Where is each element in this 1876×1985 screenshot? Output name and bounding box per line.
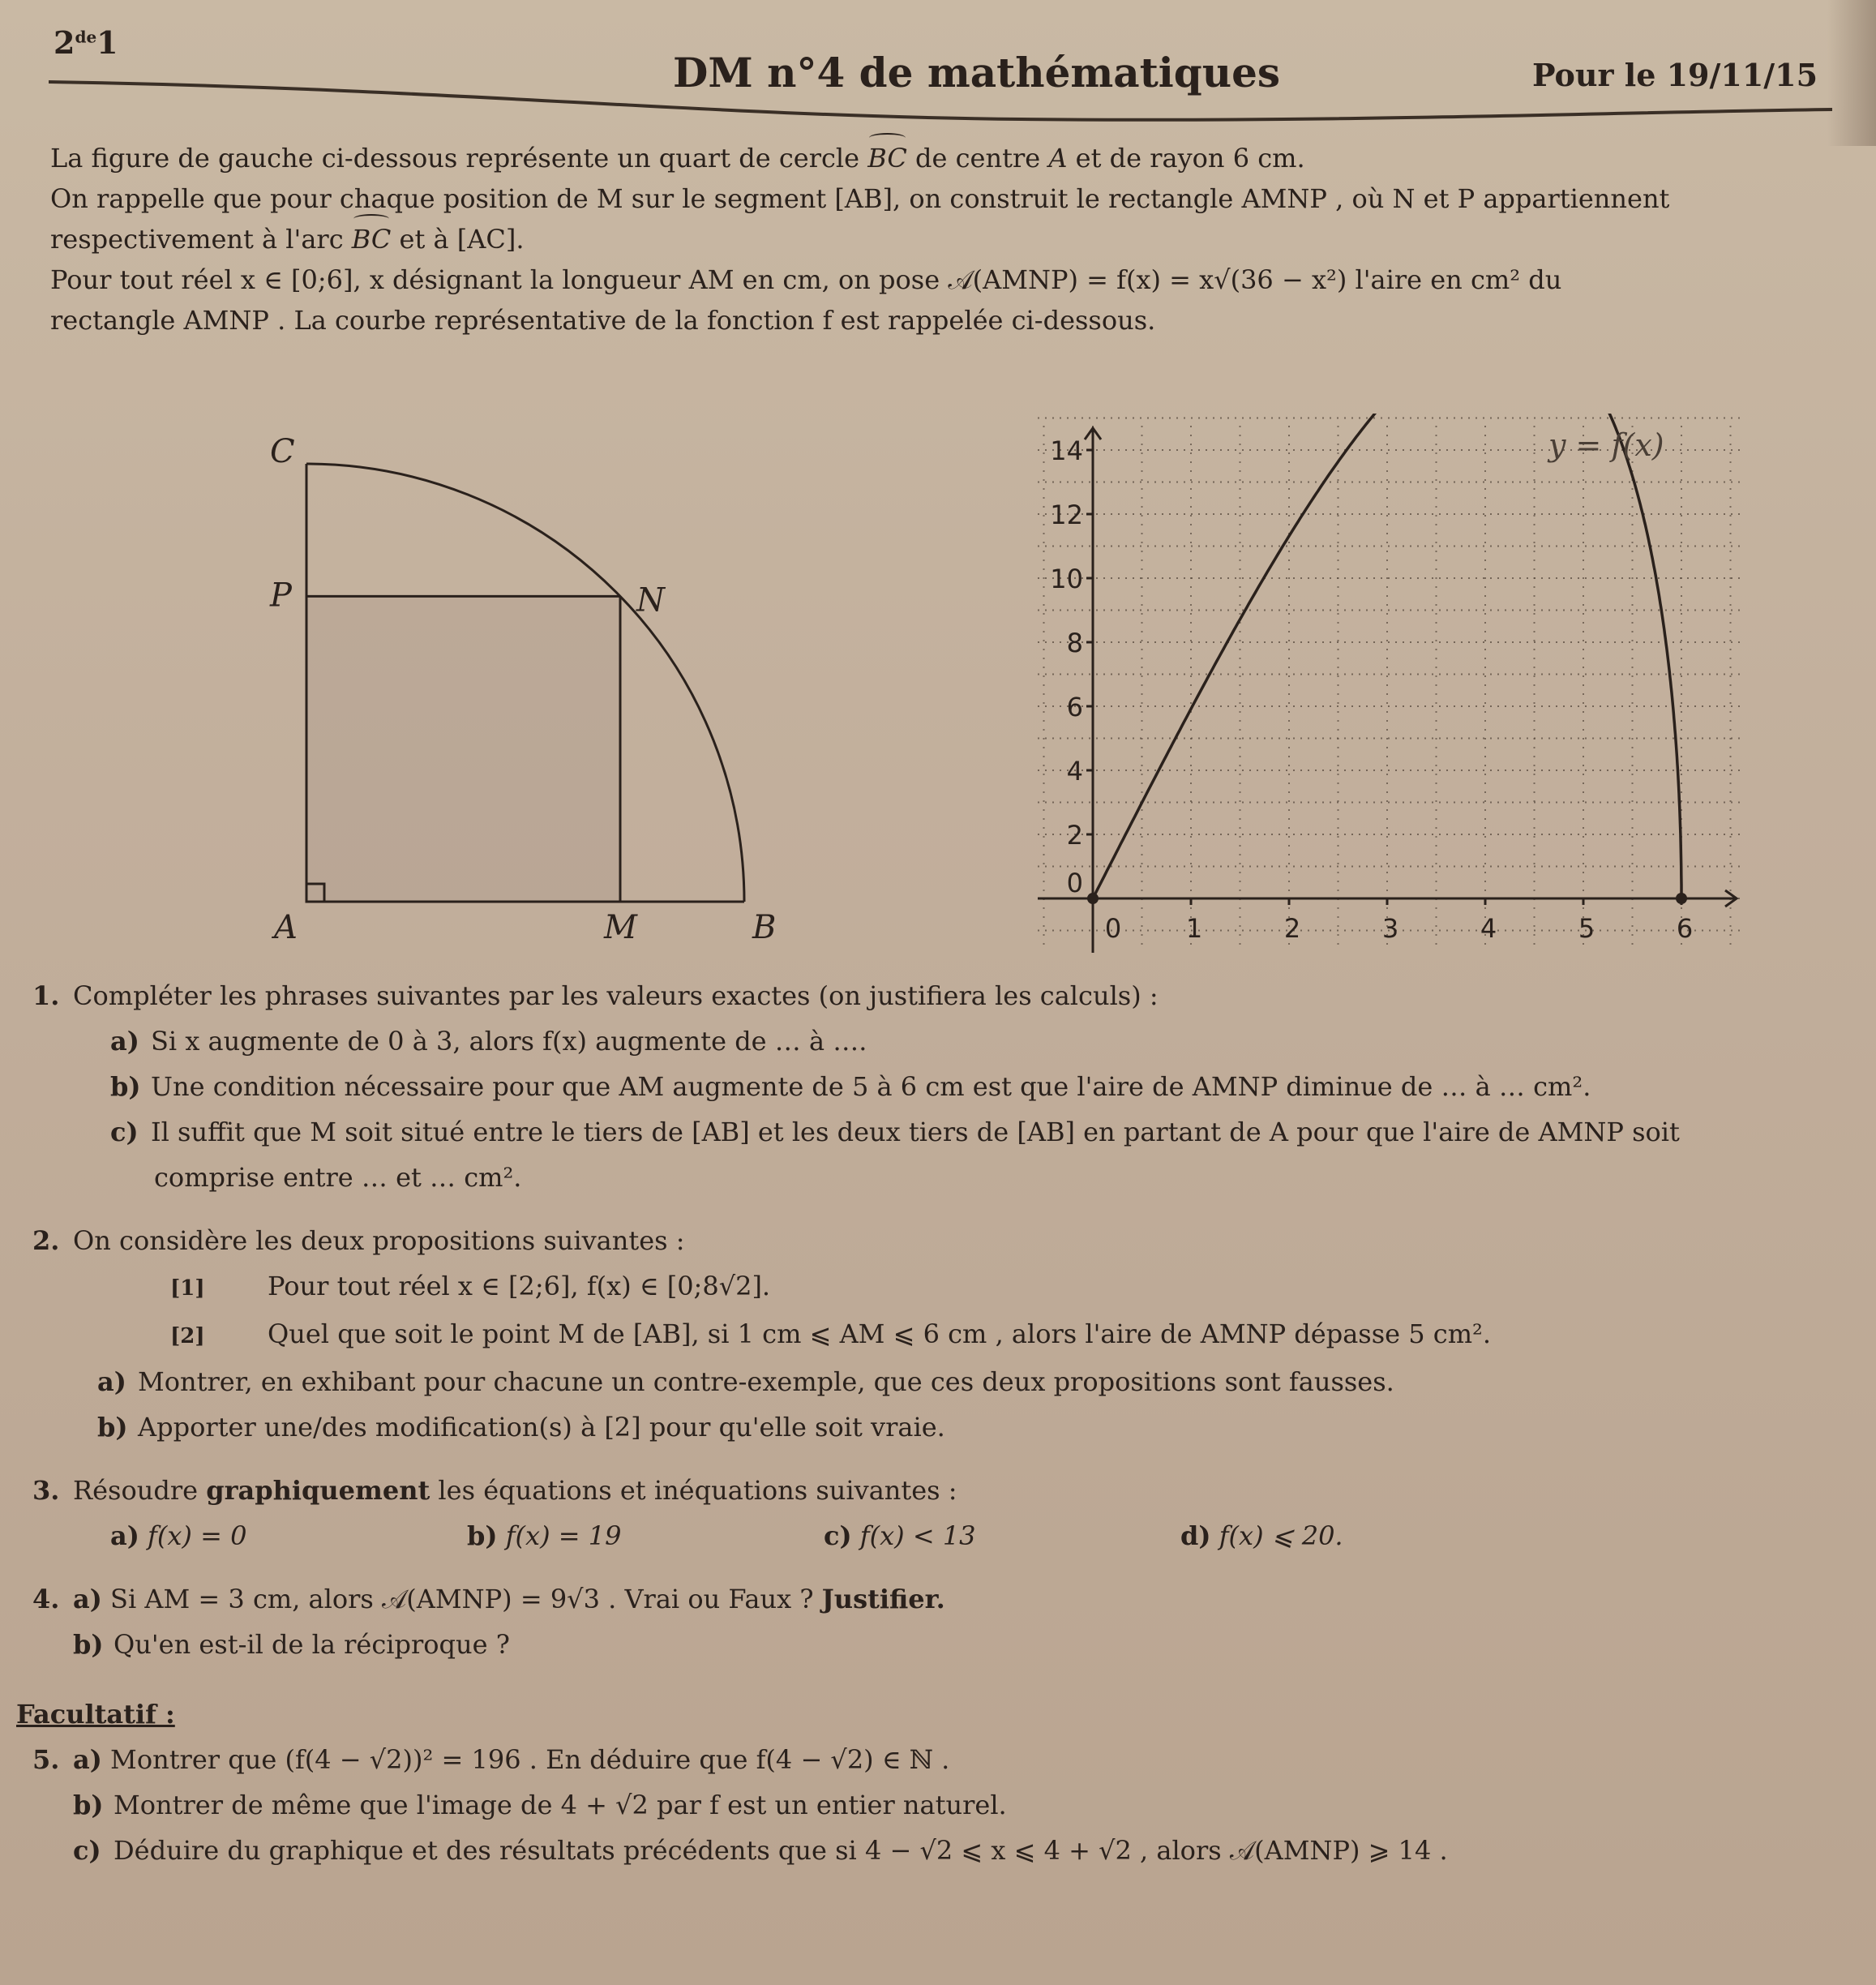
question-2b: b) Apporter une/des modification(s) à [2] pour qu'elle soit vraie. bbox=[97, 1412, 945, 1443]
question-4b: b) Qu'en est-il de la réciproque ? bbox=[73, 1629, 510, 1660]
x-tick-label: 6 bbox=[1676, 913, 1694, 944]
class-label: 2de1 bbox=[54, 24, 118, 61]
proposition-2: [2] Quel que soit le point M de [AB], si 1 cm ⩽ AM ⩽ 6 cm , alors l'aire de AMNP dépasse 5 cm². bbox=[170, 1318, 1492, 1349]
x-tick-label: 2 bbox=[1283, 913, 1301, 944]
page-title: DM n°4 de mathématiques bbox=[673, 49, 1281, 96]
y-tick-label: 2 bbox=[1066, 820, 1083, 851]
label-B: B bbox=[752, 909, 777, 941]
intro-line-3: respectivement à l'arc BC et à [AC]. bbox=[50, 219, 1834, 259]
due-date: Pour le 19/11/15 bbox=[1532, 57, 1818, 93]
intro-line-4: Pour tout réel x ∈ [0;6], x désignant la longueur AM en cm, on pose 𝒜(AMNP) = f(x) = x√(36 − x²) l'aire en cm² du bbox=[50, 264, 1562, 295]
optional-section: Facultatif : 5. a) Montrer que (f(4 − √2))² = 196 . En déduire que f(4 − √2) ∈ ℕ . b) Montrer de même que l'image de 4 + √2 par f est un entier naturel. c) Déduire du graphique et des résultats précédents que si 4 − √2 ⩽ x ⩽ 4 + √2 , alors 𝒜(AMNP) ⩾ 14 . bbox=[32, 1691, 1865, 1873]
header-divider bbox=[49, 77, 1832, 126]
label-C: C bbox=[270, 433, 295, 470]
y-tick-label: 10 bbox=[1050, 564, 1083, 594]
x-tick-label: 4 bbox=[1480, 913, 1497, 944]
optional-heading: Facultatif : bbox=[16, 1699, 175, 1730]
curve-point bbox=[1676, 893, 1687, 904]
y-tick-label: 12 bbox=[1050, 499, 1083, 530]
quarter-circle-figure bbox=[259, 422, 811, 941]
intro-line-5: rectangle AMNP . La courbe représentative de la fonction f est rappelée ci-dessous. bbox=[50, 305, 1156, 336]
arc-label: BC bbox=[867, 138, 907, 178]
intro-line-2: On rappelle que pour chaque position de M sur le segment [AB], on construit le rectangle AMNP , où N et P appartiennent bbox=[50, 183, 1670, 214]
x-tick-label: 3 bbox=[1381, 913, 1399, 944]
question-1c: c) Il suffit que M soit situé entre le tiers de [AB] et les deux tiers de [AB] en partant de A pour que l'aire de AMNP soit bbox=[110, 1117, 1680, 1147]
question-4: 4. a) Si AM = 3 cm, alors 𝒜(AMNP) = 9√3 . Vrai ou Faux ? Justifier. b) Qu'en est-il de la réciproque ? bbox=[32, 1576, 1865, 1667]
y-tick-label: 6 bbox=[1066, 692, 1083, 722]
question-3c: c) f(x) < 13 bbox=[824, 1520, 976, 1551]
rectangle-AMNP-fill bbox=[306, 596, 620, 902]
label-M: M bbox=[604, 909, 637, 941]
questions bbox=[16, 973, 1865, 1873]
proposition-1: [1] Pour tout réel x ∈ [2;6], f(x) ∈ [0;8√2]. bbox=[170, 1271, 771, 1301]
curve-point bbox=[1087, 893, 1099, 904]
question-1a: a) Si x augmente de 0 à 3, alors f(x) augmente de … à …. bbox=[110, 1026, 867, 1057]
label-A: A bbox=[274, 909, 298, 941]
y-tick-label: 0 bbox=[1066, 868, 1083, 898]
curve-label: y = f(x) bbox=[1548, 427, 1664, 463]
question-2a: a) Montrer, en exhibant pour chacune un contre-exemple, que ces deux propositions sont fausses. bbox=[97, 1366, 1394, 1397]
question-3-items bbox=[32, 1513, 1865, 1558]
question-1c-continued: comprise entre … et … cm². bbox=[154, 1162, 522, 1193]
y-tick-label: 4 bbox=[1066, 756, 1083, 787]
y-tick-label: 8 bbox=[1066, 628, 1083, 658]
question-5c: c) Déduire du graphique et des résultats précédents que si 4 − √2 ⩽ x ⩽ 4 + √2 , alors 𝒜(AMNP) ⩾ 14 . bbox=[73, 1835, 1448, 1866]
question-5b: b) Montrer de même que l'image de 4 + √2 par f est un entier naturel. bbox=[73, 1790, 1007, 1820]
label-N: N bbox=[636, 581, 665, 620]
x-tick-label: 5 bbox=[1578, 913, 1595, 944]
label-P: P bbox=[270, 577, 292, 615]
y-tick-label: 14 bbox=[1050, 435, 1083, 466]
page-edge-shadow bbox=[1827, 0, 1876, 146]
function-chart bbox=[1030, 414, 1759, 965]
question-3: 3. Résoudre graphiquement les équations et inéquations suivantes : a) f(x) = 0 b) f(x) = 19 c) f(x) < 13 d) f(x) ⩽ 20. bbox=[32, 1468, 1865, 1558]
x-tick-label: 0 bbox=[1104, 913, 1122, 944]
question-2: 2. On considère les deux propositions suivantes : [1] Pour tout réel x ∈ [2;6], f(x) ∈ [0;8√2]. [2] Quel que soit le point M de [AB], si 1 cm ⩽ AM ⩽ 6 cm , alors l'aire de AMNP dépasse 5 cm². a) Montrer, en exhibant pour chacune un contre-exemple, que ces deux propositions sont fausses. b) Apporter une/des modification(s) à [2] pour qu'elle soit vraie. bbox=[32, 1218, 1865, 1450]
x-tick-label: 1 bbox=[1185, 913, 1203, 944]
question-3d: d) f(x) ⩽ 20. bbox=[1180, 1520, 1343, 1551]
question-3a: a) f(x) = 0 bbox=[110, 1520, 247, 1551]
question-1: 1. Compléter les phrases suivantes par les valeurs exactes (on justifiera les calculs) : a) Si x augmente de 0 à 3, alors f(x) augmente de … à …. b) Une condition nécessaire pour que AM augmente de 5 à 6 cm est que l'aire de AMNP diminue de … à … cm². c) Il suffit que M soit situé entre le tiers de [AB] et les deux tiers de [AB] en partant de A pour que l'aire de AMNP soit comprise entre … et … cm². bbox=[32, 973, 1865, 1200]
intro-text bbox=[50, 138, 1834, 341]
question-3b: b) f(x) = 19 bbox=[467, 1520, 622, 1551]
question-1b: b) Une condition nécessaire pour que AM augmente de 5 à 6 cm est que l'aire de AMNP diminue de … à … cm². bbox=[110, 1071, 1591, 1102]
curve-f bbox=[1093, 414, 1681, 898]
intro-line-1: La figure de gauche ci-dessous représente un quart de cercle BC de centre A et de rayon 6 cm. bbox=[50, 138, 1834, 178]
chart-ticks bbox=[1050, 414, 1693, 944]
